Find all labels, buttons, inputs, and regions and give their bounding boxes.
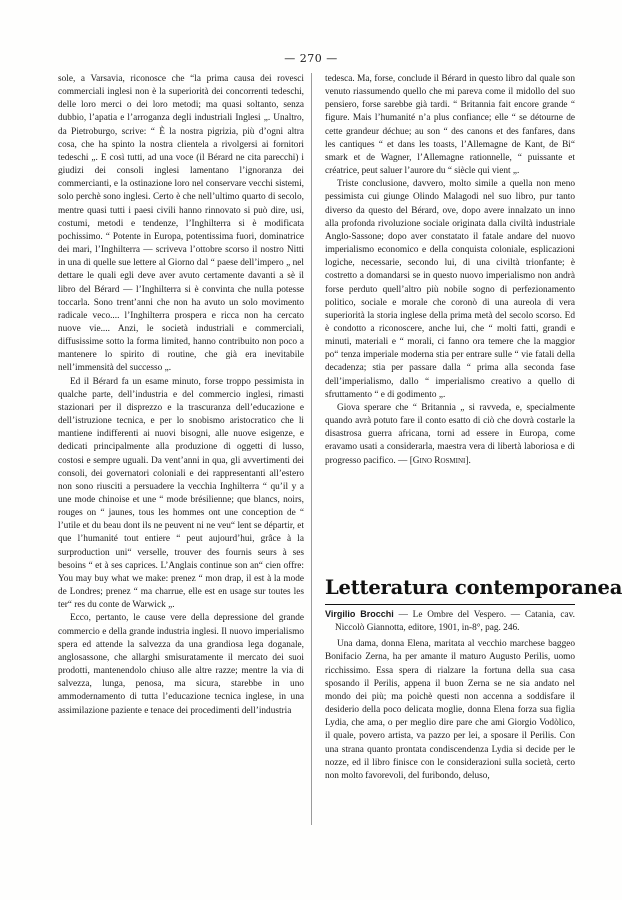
- article-signature: [Gino Rosmini].: [409, 455, 471, 466]
- right-paragraph-3-text: Giova sperare che “ Britannia „ si ravveda, e, specialmente quando avrà potuto fare il conto esatto di ciò che dovrà costarle la disastrosa guerra africana, torni ad essere in Europa, come eravamo usati a considerarla, maestra vera di libertà laboriosa e di progresso pacifico. —: [325, 402, 575, 466]
- left-paragraph-3: Ecco, pertanto, le cause vere della depressione del grande commercio e della grande industria inglesi. Il nuovo imperialismo spera ed attende la salvezza da una grandiosa lega doganale, anglosassone, che allarghi smisuratamente il mercato dei suoi prodotti, mantenendolo chiuso alle altre razze; mentre la via di salvezza, lunga, penosa, ma sicura, starebbe in uno ammodernamento di tutta l’educazione tecnica inglese, in una assimilazione paziente e tenace dei procedimenti dell’industria: [58, 613, 304, 716]
- left-column: [58, 73, 304, 718]
- left-paragraph-2: Ed il Bérard fa un esame minuto, forse troppo pessimista in qualche parte, dell’industria e del commercio inglesi, rimasti stazionari per il disprezzo e la trascuranza dell’educazione e dell’istruzione tecnica, e per lo snobismo aristocratico che li mantiene indifferenti ai nuovi bisogni, alle nuove esigenze, e dedicati principalmente alla produzione di oggetti di lusso, costosi e sempre uguali. Da vent’anni in qua, gli avvertimenti dei consoli, dei governatori coloniali e dei rappresentanti all’estero non sono riusciti a persuadere la vecchia Inghilterra “ qu’il y a une mode chinoise et une “ mode brésilienne; que blancs, noirs, rouges on “ jaunes, tous les hommes ont une conception de “ l’utile et du beau dont ils ne peuvent ni ne veu“ lent se départir, et que l’humanité tout entiere “ peut aujourd’hui, grâce à la surproduction uni“ verselle, trouver des fournis seurs à ses besoins “ et à ses caprices. L’Anglais continue son an“ cien offre: You may buy what we make: prenez “ mon drap, il est à la mode de Londres; prenez “ ma charrue, elle est en usage sur toutes les ter“ res du conte de Warwick „.: [58, 376, 304, 611]
- book-review: [325, 608, 575, 783]
- section-heading: Letteratura contemporanea: [325, 574, 575, 605]
- review-header: [325, 608, 575, 635]
- right-column: [325, 73, 575, 468]
- right-paragraph-3: [325, 402, 575, 468]
- right-paragraph-1: tedesca. Ma, forse, conclude il Bérard in questo libro dal quale son venuto riassumendo quello che mi pareva come il midollo del suo pensiero, forse sarebbe già tardi. “ Britannia fait encore grande “ figure. Mais l’humanité n’a plus confiance; elle “ se détourne de cette grandeur déchue; au son “ des canons et des fanfares, dans les cantiques “ et dans les toasts, l’Allemagne de Kant, de Bi“ smark et de Wagner, l’Allemagne rationnelle, “ puissante et créatrice, peut saluer l’aurore du “ siècle qui vient „.: [325, 74, 575, 177]
- column-divider: [311, 73, 312, 825]
- review-paragraph: Una dama, donna Elena, maritata al vecchio marchese baggeo Bonifacio Zerna, ha per amante il maturo Augusto Perilis, uomo ricchissimo. Essa spera di rialzare la fortuna della sua casa sposando il Perilis, appena il buon Zerna se ne sia andato nel mondo dei più; ma poichè questi non accenna a soddisfare il desiderio della poco delicata moglie, donna Elena forza sua figlia Lydia, che ama, o per meglio dire pare che ami Giorgio Vodòlico, il quale, povero artista, va pazzo per lei, a sposare il Perilis. Con una strana quanto prontata condiscendenza Lydia si decide per le nozze, ed il libro finisce con le considerazioni sulla società, certo non molto favorevoli, del furibondo, deluso,: [325, 639, 575, 781]
- right-paragraph-2: Triste conclusione, davvero, molto simile a quella non meno pessimista cui giunge Olindo Malagodi nel suo libro, pur tanto diverso da questo del Bérard, ove, dopo avere innalzato un inno alla profonda rivoluzione sociale originata dalla civiltà industriale Anglo-Sassone; dopo aver constatato il fatale andare del nuovo imperialismo economico e della conquista coloniale, esplicazioni logiche, necessarie, secondo lui, di una civiltà trionfante; è costretto a domandarsi se in questo nuovo imperialismo non andrà forse perduto quell’altro più nobile sogno di perfezionamento politico, sociale e morale che coronò di una aureola di vera superiorità la storia inglese della prima metà del secolo scorso. Ed è condotto a riconoscere, anche lui, che “ molti fatti, grandi e minuti, materiali e “ morali, ci fanno ora temere che la maggior po“ tenza imperiale moderna stia per entrare sulle “ vie fatali della decadenza; stia per passare dalla “ prima alla seconda fase dell’imperialismo, dallo “ imperialismo creativo a quello di sfruttamento “ e di godimento „.: [325, 179, 575, 400]
- review-author: Virgilio Brocchi: [325, 609, 394, 619]
- left-paragraph-1: sole, a Varsavia, riconosce che “la prima causa dei rovesci commerciali inglesi non è la superiorità dei concorrenti tedeschi, delle loro merci o dei loro metodi; ma quasi soltanto, senza dubbio, l’apatia e l’arroganza degli industriali Inglesi „. Unaltro, da Pietroburgo, scrive: “ È la nostra pigrizia, più d’ogni altra cosa, che ha spinto la nostra clientela a rivolgersi ai fornitori tedeschi „. E così tutti, ad una voce (il Bérard ne cita parecchi) i giudizi dei consoli inglesi lamentano l’ignoranza dei commercianti, e la ostinazione loro nel conservare vecchi sistemi, solo perchè sono inglesi. Certo è che nell’ultimo quarto di secolo, mentre quasi tutti i paesi civili hanno rinnovato si può dire, usi, costumi, metodi e tendenze, l’Inghilterra si è modificata pochissimo. “ Potente in Europa, potentissima fuori, dominatrice dei mari, l’Inghilterra — scriveva l’ottobre scorso il nostro Nitti in una di quelle sue lettere al Giorno dal “ paese dell’impero „ nel dettare le quali egli deve aver avuto certamente davanti a sè il libro del Bérard — l’Inghilterra si è convinta che nulla potesse toccarla. Sono trent’anni che non ha avuto un solo movimento radicale veco.... l’Inghilterra prospera e ricca non ha cercato nuove vie.... Anzi, le società industriali e commerciali, diffusissime sotto la forma limited, hanno contribuito non poco a mantenere lo spirito di routine, che già era inevitabile nell’immensità del successo „.: [58, 74, 304, 374]
- page-number: — 270 —: [284, 52, 338, 65]
- review-title-line: — Le Ombre del Vespero. — Catania, cav. Niccolò Giannotta, editore, 1901, in-8°, pag. 246.: [335, 610, 575, 634]
